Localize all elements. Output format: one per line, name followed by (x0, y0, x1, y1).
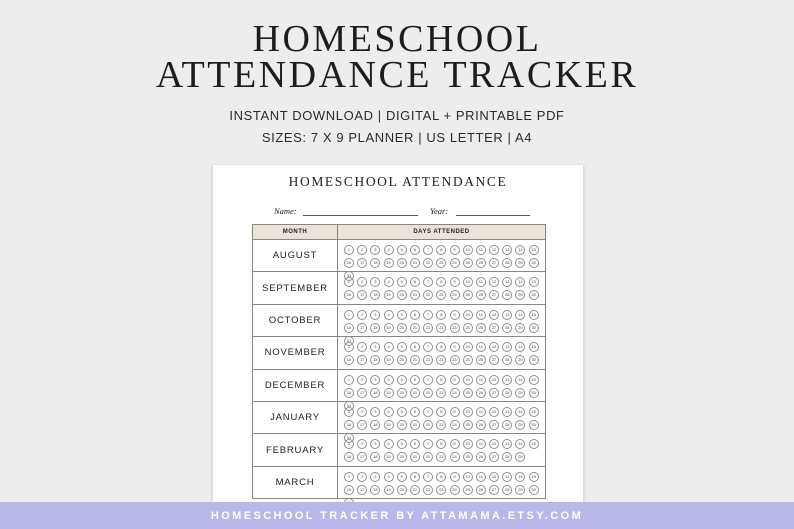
day-circle: 18 (370, 355, 380, 365)
day-circle: 30 (529, 290, 539, 300)
day-circle: 10 (463, 439, 473, 449)
day-circle: 16 (344, 452, 354, 462)
day-circle: 9 (450, 342, 460, 352)
table-row (253, 337, 545, 369)
day-circle: 2 (357, 472, 367, 482)
day-circle: 30 (529, 485, 539, 495)
day-circle: 19 (384, 420, 394, 430)
day-circle: 19 (384, 452, 394, 462)
day-circle: 19 (384, 323, 394, 333)
day-circle: 28 (502, 485, 512, 495)
day-circle: 17 (357, 452, 367, 462)
day-circle: 3 (370, 407, 380, 417)
day-circle: 19 (384, 258, 394, 268)
day-circle: 23 (436, 452, 446, 462)
day-circle: 9 (450, 310, 460, 320)
day-circle: 14 (515, 277, 525, 287)
day-circle: 24 (450, 485, 460, 495)
day-circle: 3 (370, 310, 380, 320)
day-circle: 4 (384, 310, 394, 320)
day-circle: 26 (476, 258, 486, 268)
day-circle: 7 (423, 342, 433, 352)
day-circle: 6 (410, 407, 420, 417)
day-circle: 10 (463, 277, 473, 287)
day-circle: 31 (344, 433, 354, 443)
day-circle: 29 (515, 420, 525, 430)
day-circle: 19 (384, 485, 394, 495)
headline-line-2: ATTENDANCE TRACKER (155, 54, 639, 96)
day-circle: 1 (344, 472, 354, 482)
day-circle: 17 (357, 388, 367, 398)
day-circle: 17 (357, 258, 367, 268)
day-circle: 5 (397, 245, 407, 255)
day-circle: 21 (410, 323, 420, 333)
day-circle: 25 (463, 452, 473, 462)
day-circle: 30 (529, 258, 539, 268)
day-circle: 8 (436, 375, 446, 385)
day-circle: 25 (463, 420, 473, 430)
day-circle: 24 (450, 290, 460, 300)
month-label: AUGUST (253, 240, 338, 271)
day-circle: 24 (450, 355, 460, 365)
day-circle: 16 (344, 485, 354, 495)
footer-banner: HOMESCHOOL TRACKER BY ATTAMAMA.ETSY.COM (0, 502, 794, 529)
day-circle: 27 (489, 323, 499, 333)
day-circle: 16 (344, 323, 354, 333)
day-circle: 11 (476, 310, 486, 320)
day-circle: 26 (476, 388, 486, 398)
day-circle: 14 (515, 407, 525, 417)
day-circle: 21 (410, 485, 420, 495)
day-circle: 13 (502, 245, 512, 255)
day-circle: 10 (463, 407, 473, 417)
day-circle: 9 (450, 439, 460, 449)
day-circle: 26 (476, 452, 486, 462)
day-circle: 15 (529, 439, 539, 449)
day-circle: 28 (502, 290, 512, 300)
day-circle: 25 (463, 323, 473, 333)
day-circle: 26 (476, 420, 486, 430)
day-circle: 9 (450, 472, 460, 482)
day-circle: 17 (357, 420, 367, 430)
day-circle: 8 (436, 407, 446, 417)
day-circle: 4 (384, 277, 394, 287)
day-circle: 21 (410, 258, 420, 268)
day-circle: 7 (423, 472, 433, 482)
day-circle: 20 (397, 420, 407, 430)
day-circle: 21 (410, 452, 420, 462)
day-circle: 10 (463, 342, 473, 352)
day-circle: 25 (463, 355, 473, 365)
day-circles (338, 240, 545, 278)
day-circle: 22 (423, 290, 433, 300)
day-circle: 6 (410, 472, 420, 482)
day-circle: 1 (344, 277, 354, 287)
day-circle: 20 (397, 290, 407, 300)
day-circle: 2 (357, 310, 367, 320)
day-circle: 12 (489, 407, 499, 417)
day-circle: 29 (515, 290, 525, 300)
day-circle: 23 (436, 420, 446, 430)
day-circle: 13 (502, 310, 512, 320)
day-circle: 11 (476, 375, 486, 385)
day-circle: 4 (384, 342, 394, 352)
day-circle: 11 (476, 277, 486, 287)
day-circle: 4 (384, 439, 394, 449)
day-circle: 19 (384, 355, 394, 365)
day-circle: 13 (502, 472, 512, 482)
day-circle: 18 (370, 420, 380, 430)
day-circle: 17 (357, 485, 367, 495)
day-circle: 17 (357, 355, 367, 365)
day-circle: 8 (436, 310, 446, 320)
day-circle: 4 (384, 245, 394, 255)
day-circle: 18 (370, 485, 380, 495)
month-label: FEBRUARY (253, 434, 338, 465)
day-circle: 26 (476, 290, 486, 300)
day-circle: 18 (370, 258, 380, 268)
day-circle: 8 (436, 439, 446, 449)
day-circle: 25 (463, 290, 473, 300)
day-circle: 27 (489, 452, 499, 462)
day-circle: 20 (397, 323, 407, 333)
day-circle: 22 (423, 258, 433, 268)
month-label: SEPTEMBER (253, 272, 338, 303)
day-circle: 3 (370, 342, 380, 352)
table-row (253, 370, 545, 408)
day-circle: 21 (410, 388, 420, 398)
day-circle: 24 (450, 258, 460, 268)
day-circle: 28 (502, 355, 512, 365)
day-circle: 7 (423, 439, 433, 449)
day-circle: 26 (476, 355, 486, 365)
day-circle: 12 (489, 472, 499, 482)
day-circle: 20 (397, 485, 407, 495)
day-circle: 29 (515, 258, 525, 268)
day-circle: 25 (463, 388, 473, 398)
day-circle: 23 (436, 485, 446, 495)
day-circle: 16 (344, 388, 354, 398)
day-circle: 2 (357, 277, 367, 287)
table-row (253, 272, 545, 304)
table-body (253, 240, 545, 499)
day-circle: 21 (410, 420, 420, 430)
day-circle: 18 (370, 388, 380, 398)
day-circle: 8 (436, 472, 446, 482)
day-circle: 7 (423, 310, 433, 320)
day-circle: 9 (450, 245, 460, 255)
day-circle: 3 (370, 245, 380, 255)
table-row (253, 467, 545, 499)
day-circle: 3 (370, 277, 380, 287)
day-circle: 2 (357, 439, 367, 449)
day-circle: 13 (502, 407, 512, 417)
day-circle: 20 (397, 355, 407, 365)
day-circle: 28 (502, 420, 512, 430)
day-circle: 5 (397, 310, 407, 320)
day-circles (338, 337, 545, 368)
day-circle: 14 (515, 472, 525, 482)
day-circle: 29 (515, 323, 525, 333)
day-circle: 27 (489, 258, 499, 268)
day-circle: 5 (397, 439, 407, 449)
day-circle: 21 (410, 355, 420, 365)
day-circle: 6 (410, 375, 420, 385)
table-row (253, 402, 545, 440)
day-circle: 27 (489, 290, 499, 300)
day-circle: 15 (529, 245, 539, 255)
day-circle: 17 (357, 323, 367, 333)
day-circle: 7 (423, 375, 433, 385)
day-circle: 30 (529, 323, 539, 333)
day-circle: 13 (502, 439, 512, 449)
month-label: DECEMBER (253, 370, 338, 401)
day-circle: 14 (515, 439, 525, 449)
day-circle: 22 (423, 452, 433, 462)
month-label: OCTOBER (253, 305, 338, 336)
day-circles (338, 434, 545, 465)
day-circles (338, 370, 545, 408)
year-line (456, 215, 530, 216)
day-circle: 8 (436, 342, 446, 352)
day-circle: 18 (370, 290, 380, 300)
day-circle: 28 (502, 323, 512, 333)
day-circle: 14 (515, 375, 525, 385)
day-circle: 21 (410, 290, 420, 300)
day-circle: 12 (489, 342, 499, 352)
day-circle: 11 (476, 472, 486, 482)
month-label: MARCH (253, 467, 338, 498)
day-circle: 12 (489, 277, 499, 287)
day-circle: 28 (502, 388, 512, 398)
day-circle: 11 (476, 407, 486, 417)
day-circles (338, 467, 545, 498)
day-circle: 29 (515, 452, 525, 462)
day-circle: 26 (476, 323, 486, 333)
day-circle: 4 (384, 375, 394, 385)
day-circle: 31 (344, 271, 354, 281)
day-circle: 25 (463, 258, 473, 268)
day-circles (338, 272, 545, 303)
day-circle: 9 (450, 277, 460, 287)
day-circle: 14 (515, 310, 525, 320)
day-circle: 1 (344, 407, 354, 417)
day-circle: 5 (397, 277, 407, 287)
month-label: JANUARY (253, 402, 338, 433)
day-circle: 28 (502, 452, 512, 462)
day-circle: 8 (436, 245, 446, 255)
day-circle: 3 (370, 375, 380, 385)
day-circle: 24 (450, 323, 460, 333)
day-circle: 18 (370, 452, 380, 462)
day-circle: 13 (502, 342, 512, 352)
day-circle: 5 (397, 342, 407, 352)
day-circle: 11 (476, 245, 486, 255)
day-circle: 6 (410, 439, 420, 449)
day-circle: 15 (529, 277, 539, 287)
day-circle: 22 (423, 388, 433, 398)
day-circle: 5 (397, 375, 407, 385)
day-circle: 20 (397, 388, 407, 398)
day-circle: 10 (463, 375, 473, 385)
day-circle: 30 (529, 355, 539, 365)
day-circle: 5 (397, 472, 407, 482)
day-circle: 6 (410, 245, 420, 255)
day-circle: 23 (436, 388, 446, 398)
day-circle: 27 (489, 420, 499, 430)
day-circle: 1 (344, 375, 354, 385)
day-circle: 10 (463, 472, 473, 482)
day-circle: 29 (515, 388, 525, 398)
day-circle: 6 (410, 310, 420, 320)
day-circle: 27 (489, 485, 499, 495)
month-column-header: MONTH (253, 225, 338, 239)
day-circle: 5 (397, 407, 407, 417)
days-column-header: DAYS ATTENDED (413, 229, 470, 235)
day-circle: 15 (529, 407, 539, 417)
day-circle: 6 (410, 342, 420, 352)
day-circle: 4 (384, 407, 394, 417)
day-circle: 24 (450, 420, 460, 430)
day-circle: 11 (476, 342, 486, 352)
day-circle: 13 (502, 277, 512, 287)
table-header (253, 225, 545, 240)
day-circle: 23 (436, 290, 446, 300)
name-year-fields (213, 206, 583, 222)
day-circle: 15 (529, 342, 539, 352)
day-circle: 12 (489, 439, 499, 449)
day-circle: 22 (423, 355, 433, 365)
day-circle: 26 (476, 485, 486, 495)
day-circle: 1 (344, 310, 354, 320)
day-circle: 12 (489, 310, 499, 320)
headline-line-1: HOMESCHOOL (252, 18, 542, 60)
day-circle: 7 (423, 407, 433, 417)
day-circle: 27 (489, 388, 499, 398)
attendance-table (252, 224, 546, 499)
day-circle: 28 (502, 258, 512, 268)
day-circle: 19 (384, 388, 394, 398)
day-circle: 7 (423, 245, 433, 255)
day-circle: 13 (502, 375, 512, 385)
day-circle: 2 (357, 245, 367, 255)
day-circle: 20 (397, 258, 407, 268)
day-circle: 15 (529, 375, 539, 385)
day-circle: 17 (357, 290, 367, 300)
day-circle: 2 (357, 407, 367, 417)
month-label: NOVEMBER (253, 337, 338, 368)
day-circle: 10 (463, 245, 473, 255)
day-circle: 14 (515, 245, 525, 255)
day-circle: 9 (450, 375, 460, 385)
subtitle-sizes: SIZES: 7 X 9 PLANNER | US LETTER | A4 (261, 130, 533, 145)
day-circle: 1 (344, 245, 354, 255)
day-circle: 22 (423, 323, 433, 333)
day-circle: 11 (476, 439, 486, 449)
day-circle: 16 (344, 290, 354, 300)
subtitle-download: INSTANT DOWNLOAD | DIGITAL + PRINTABLE PDF (229, 108, 565, 123)
name-line (303, 215, 418, 216)
day-circle: 4 (384, 472, 394, 482)
day-circle: 23 (436, 355, 446, 365)
table-row (253, 305, 545, 343)
sheet-title: HOMESCHOOL ATTENDANCE (288, 174, 508, 189)
day-circle: 27 (489, 355, 499, 365)
day-circle: 2 (357, 375, 367, 385)
day-circle: 24 (450, 452, 460, 462)
day-circle: 22 (423, 485, 433, 495)
day-circle: 9 (450, 407, 460, 417)
day-circle: 12 (489, 245, 499, 255)
day-circle: 16 (344, 355, 354, 365)
day-circle: 7 (423, 277, 433, 287)
day-circle: 15 (529, 310, 539, 320)
day-circles (338, 305, 545, 343)
day-circle: 3 (370, 472, 380, 482)
day-circle: 18 (370, 323, 380, 333)
day-circle: 29 (515, 485, 525, 495)
day-circle: 12 (489, 375, 499, 385)
day-circle: 6 (410, 277, 420, 287)
day-circle: 22 (423, 420, 433, 430)
day-circle: 24 (450, 388, 460, 398)
day-circle: 23 (436, 258, 446, 268)
day-circle: 29 (515, 355, 525, 365)
day-circle: 20 (397, 452, 407, 462)
day-circle: 2 (357, 342, 367, 352)
day-circle: 10 (463, 310, 473, 320)
day-circle: 1 (344, 439, 354, 449)
day-circles (338, 402, 545, 440)
day-circle: 16 (344, 258, 354, 268)
day-circle: 16 (344, 420, 354, 430)
day-circle: 8 (436, 277, 446, 287)
day-circle: 23 (436, 323, 446, 333)
day-circle: 3 (370, 439, 380, 449)
day-circle: 15 (529, 472, 539, 482)
day-circle: 1 (344, 342, 354, 352)
day-circle: 30 (529, 388, 539, 398)
table-row (253, 240, 545, 278)
day-circle: 19 (384, 290, 394, 300)
day-circle: 14 (515, 342, 525, 352)
day-circle: 31 (344, 336, 354, 346)
year-label: Year: (430, 206, 449, 216)
day-circle: 30 (529, 420, 539, 430)
day-circle: 31 (344, 401, 354, 411)
table-row (253, 434, 545, 466)
planner-sheet-preview (213, 165, 583, 505)
day-circle: 25 (463, 485, 473, 495)
name-label: Name: (274, 206, 297, 216)
